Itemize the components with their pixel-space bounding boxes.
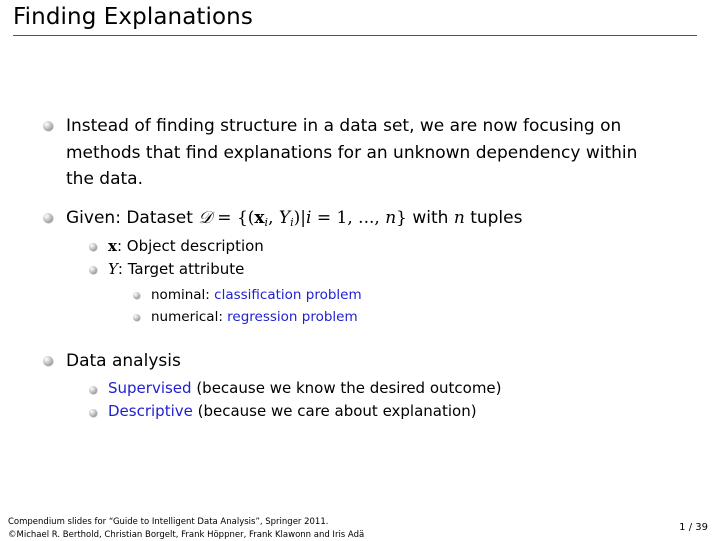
formula-part: = {( [211, 208, 255, 228]
sub-bullet-x [108, 235, 264, 257]
sub-sub-bullet-nominal [151, 285, 362, 305]
given-prefix: Given: Dataset [66, 208, 199, 228]
formula-y: Y [278, 208, 291, 228]
classification-problem-link[interactable]: classification problem [214, 287, 362, 303]
bullet-1-line-1: Instead of finding structure in a data set, we are now focusing on [66, 116, 622, 136]
supervised-link[interactable]: Supervised [108, 379, 192, 397]
sub-bullet-descriptive-marker-icon [89, 409, 97, 417]
bullet-2-marker-icon [43, 213, 53, 223]
sub-sub-bullet-numerical-marker-icon [133, 314, 140, 321]
numerical-label: numerical: [151, 309, 228, 325]
sub-bullet-supervised [108, 377, 502, 399]
bullet-1-marker-icon [43, 121, 53, 131]
formula-n: n [385, 208, 397, 228]
copyright-icon: © [8, 530, 17, 540]
bullet-3-marker-icon [43, 356, 53, 366]
sub-bullet-y-marker-icon [89, 266, 97, 274]
x-symbol: x [108, 237, 117, 255]
slide-title: Finding Explanations [13, 4, 253, 30]
sub-sub-bullet-numerical [151, 307, 358, 327]
sub-bullet-x-marker-icon [89, 243, 97, 251]
formula-part: , [268, 208, 279, 228]
title-divider [13, 35, 697, 36]
footer-authors: Michael R. Berthold, Christian Borgelt, Frank Höppner, Frank Klawonn and Iris Adä [16, 530, 365, 540]
regression-problem-link[interactable]: regression problem [227, 309, 358, 325]
formula-sub-i: i [264, 216, 269, 229]
bullet-1-line-2: methods that find explanations for an unknown dependency within [66, 143, 638, 163]
y-description: : Target attribute [117, 260, 245, 278]
formula-part: } [396, 208, 407, 228]
bullet-2-text [66, 205, 522, 231]
formula-i: i [306, 208, 312, 228]
dataset-symbol: 𝒟 [198, 208, 212, 228]
formula-sub-i: i [290, 216, 294, 229]
footer-line-2 [8, 529, 364, 541]
footer-line-1: Compendium slides for “Guide to Intelligent Data Analysis”, Springer 2011. [8, 517, 329, 527]
formula-part: = 1, ..., [311, 208, 386, 228]
nominal-label: nominal: [151, 287, 215, 303]
n-variable: n [453, 208, 465, 228]
formula-part: )| [293, 208, 307, 228]
x-description: : Object description [116, 237, 264, 255]
formula-x: x [254, 208, 265, 228]
supervised-explanation: (because we know the desired outcome) [191, 379, 502, 397]
with-text: with [406, 208, 454, 228]
sub-sub-bullet-nominal-marker-icon [133, 292, 140, 299]
descriptive-link[interactable]: Descriptive [108, 402, 193, 420]
tuples-text: tuples [464, 208, 523, 228]
page-number: 1 / 39 [679, 522, 708, 533]
bullet-1-line-3: the data. [66, 169, 143, 189]
descriptive-explanation: (because we care about explanation) [192, 402, 477, 420]
bullet-3-text: Data analysis [66, 351, 181, 371]
sub-bullet-descriptive [108, 400, 477, 422]
sub-bullet-y [108, 258, 244, 280]
sub-bullet-supervised-marker-icon [89, 386, 97, 394]
y-symbol: Y [108, 260, 118, 278]
